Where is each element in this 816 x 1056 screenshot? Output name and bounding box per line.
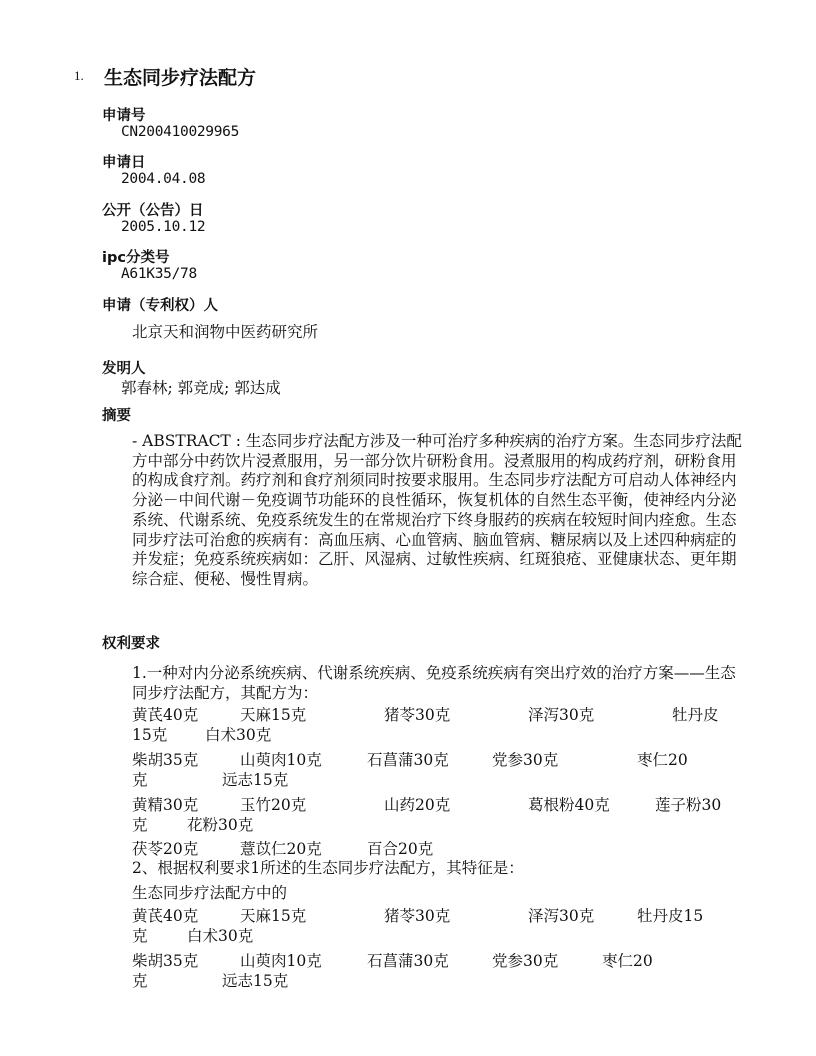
herb-item: 石菖蒲30克 [367,751,449,770]
ipc-label: ipc分类号 [102,250,170,266]
publication-date: 2005.10.12 [121,219,206,235]
herb-item: 柴胡35克 [132,951,199,970]
application-number-label: 申请号 [102,108,146,124]
herb-item: 克 [132,816,148,835]
application-number: CN200410029965 [121,124,240,140]
herb-item: 泽泻30克 [528,906,595,925]
herb-item: 克 [132,971,148,990]
herb-item: 牡丹皮 [672,706,719,725]
herb-item: 枣仁20 [637,751,688,770]
application-date-label: 申请日 [102,155,146,171]
herb-item: 黄精30克 [132,796,199,815]
herb-item: 克 [132,926,148,945]
herb-item: 玉竹20克 [240,796,307,815]
herb-item: 枣仁20 [602,951,653,970]
herb-item: 白术30克 [187,926,254,945]
claims-label: 权利要求 [102,636,160,652]
herb-item: 石菖蒲30克 [367,951,449,970]
herb-item: 山萸肉10克 [240,951,322,970]
publication-date-label: 公开（公告）日 [102,203,204,219]
inventor-label: 发明人 [102,361,146,377]
herb-row [132,904,744,948]
herb-item: 茯苓20克 [132,840,199,859]
herb-item: 天麻15克 [240,906,307,925]
herb-item: 党参30克 [492,751,559,770]
herb-item: 猪苓30克 [384,706,451,725]
herb-row [132,747,744,791]
herb-row [132,948,744,992]
herb-item: 黄芪40克 [132,706,199,725]
claims-body [132,664,744,992]
herb-item: 党参30克 [492,951,559,970]
herb-item: 薏苡仁20克 [240,840,322,859]
herb-item: 远志15克 [222,771,289,790]
herb-row [132,703,744,747]
herb-item: 15克 [132,726,168,745]
herb-item: 花粉30克 [187,816,254,835]
herb-item: 猪苓30克 [384,906,451,925]
applicant-label: 申请（专利权）人 [102,298,218,314]
abstract-label: 摘要 [102,408,131,424]
inventors: 郭春林; 郭竞成; 郭达成 [121,379,281,397]
herb-item: 山药20克 [384,796,451,815]
applicant: 北京天和润物中医药研究所 [132,323,319,341]
herb-item: 天麻15克 [240,706,307,725]
herb-item: 百合20克 [367,840,434,859]
herb-item: 克 [132,771,148,790]
herb-row [132,791,744,835]
claim-1: 1.一种对内分泌系统疾病、代谢系统疾病、免疫系统疾病有突出疗效的治疗方案——生态同步疗法配方，其配方为： [132,664,736,702]
herb-item: 白术30克 [205,726,272,745]
herb-item: 牡丹皮15 [637,906,704,925]
herb-item: 山萸肉10克 [240,751,322,770]
entry-number: 1. [74,68,84,83]
herb-item: 黄芪40克 [132,906,199,925]
patent-title: 生态同步疗法配方 [104,67,257,89]
herb-item: 泽泻30克 [528,706,595,725]
herb-item: 柴胡35克 [132,751,199,770]
application-date: 2004.04.08 [121,171,206,187]
herb-item: 远志15克 [222,971,289,990]
herb-row [132,835,744,859]
claim-2: 2、根据权利要求1所述的生态同步疗法配方，其特征是： [132,859,524,878]
herb-item: 莲子粉30 [655,796,722,815]
ipc-code: A61K35/78 [121,266,197,282]
abstract-text: - ABSTRACT : 生态同步疗法配方涉及一种可治疗多种疾病的治疗方案。生态同步疗法配方中部分中药饮片浸煮服用，另一部分饮片研粉食用。浸煮服用的构成药疗剂，研粉食用的构成食疗剂。药疗剂和食疗剂须同时按要求服用。生态同步疗法配方可启动人体神经内分泌－中间代谢－免疫调节功能环的良性循环，恢复机体的自然生态平衡，使神经内分泌系统、代谢系统、免疫系统发生的在常规治疗下终身服药的疾病在较短时间内痊愈。生态同步疗法可治愈的疾病有：高血压病、心血管病、脑血管病、糖尿病以及上述四种病症的并发症；免疫系统疾病如：乙肝、风湿病、过敏性疾病、红斑狼疮、亚健康状态、更年期综合症、便秘、慢性胃病。 [132,432,742,588]
herb-item: 葛根粉40克 [528,796,610,815]
claim-2-subtext: 生态同步疗法配方中的 [132,884,288,903]
